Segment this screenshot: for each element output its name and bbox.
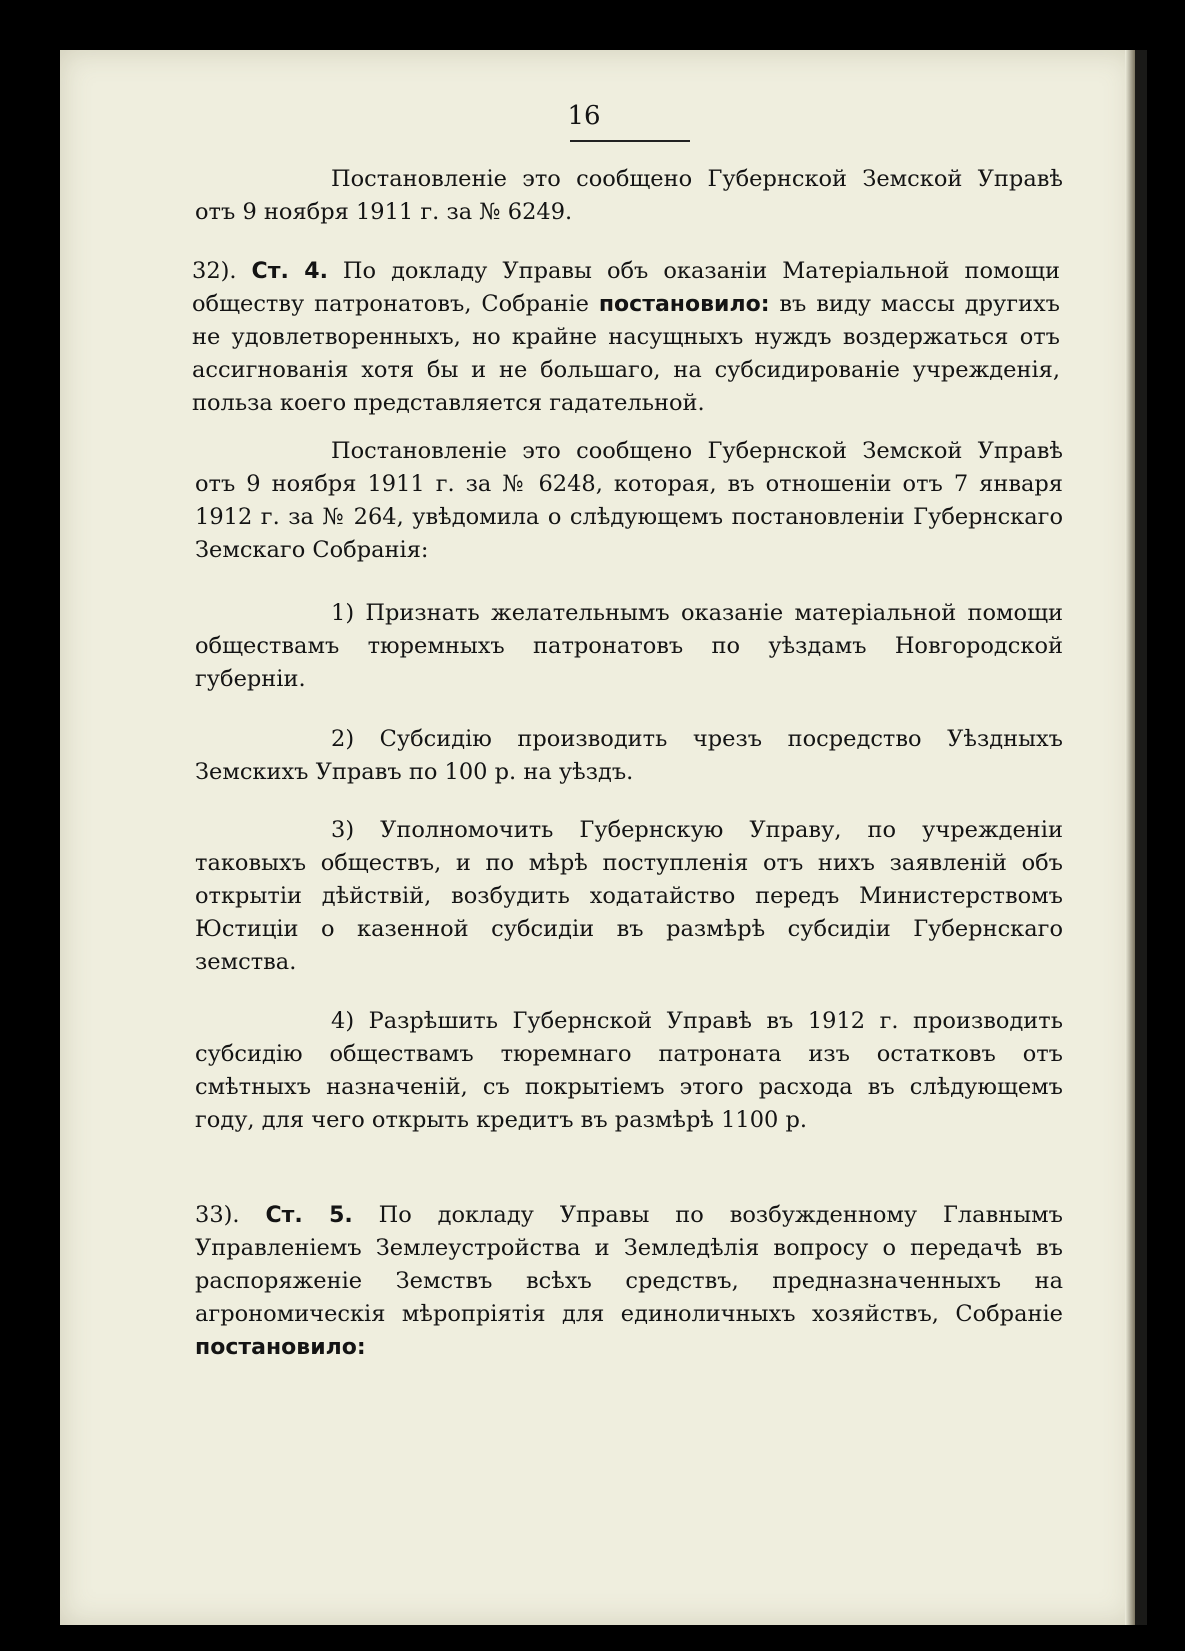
page-number: 16 xyxy=(567,101,601,131)
list-item-3: 3) Уполномочить Губернскую Управу, по учрежденіи таковыхъ обществъ, и по мѣрѣ поступленія отъ нихъ заявленій объ открытіи дѣйствій, возбудить ходатайство передъ Министерствомъ Юстиціи о казенной субсидіи въ размѣрѣ субсидіи Губернскаго земства. xyxy=(195,817,1063,975)
paragraph-article-5: 33). Ст. 5. По докладу Управы по возбужденному Главнымъ Управленіемъ Землеустройства и Земледѣлія вопросу о передачѣ въ распоряженіе Земствъ всѣхъ средствъ, предназначенныхъ на агрономическія мѣропріятія для единоличныхъ хозяйствъ, Собраніе постановило: xyxy=(195,1202,1063,1360)
paragraph-resolution-6248: Постановленіе это сообщено Губернской Земской Управѣ отъ 9 ноября 1911 г. за № 6248, которая, въ отношеніи отъ 7 января 1912 г. за № 264, увѣдомила о слѣдующемъ постановленіи Губернскаго Земскаго Собранія: xyxy=(195,438,1063,563)
paragraph-article-4: 32). Ст. 4. По докладу Управы объ оказаніи Матеріальной помощи обществу патронатовъ, Собраніе постановило: въ виду массы другихъ не удовлетворенныхъ, но крайне насущныхъ нуждъ воздержаться отъ ассигнованія хотя бы и не большаго, на субсидированіе учрежденія, польза коего представляется гадательной. xyxy=(192,258,1061,416)
paragraph-resolution-6249: Постановленіе это сообщено Губернской Земской Управѣ отъ 9 ноября 1911 г. за № 6249. xyxy=(195,166,1063,225)
resolved-label: постановило: xyxy=(598,292,770,317)
list-item-1: 1) Признать желательнымъ оказаніе матеріальной помощи обществамъ тюремныхъ патронатовъ по уѣздамъ Новгородской губерніи. xyxy=(195,600,1063,692)
header-rule xyxy=(570,140,690,142)
item-number: 33). xyxy=(195,1202,266,1228)
item-number: 32). xyxy=(192,258,252,284)
next-page-edge xyxy=(1135,50,1147,1625)
list-item-4: 4) Разрѣшить Губернской Управѣ въ 1912 г. производить субсидію обществамъ тюремнаго патроната изъ остатковъ отъ смѣтныхъ назначеній, съ покрытіемъ этого расхода въ слѣдующемъ году, для чего открыть кредитъ въ размѣрѣ 1100 р. xyxy=(195,1008,1063,1133)
article-label: Ст. 4. xyxy=(251,259,328,284)
list-item-2: 2) Субсидію производить чрезъ посредство Уѣздныхъ Земскихъ Управъ по 100 р. на уѣздъ. xyxy=(195,726,1063,785)
page-gutter-shadow xyxy=(1125,50,1135,1625)
article-label: Ст. 5. xyxy=(265,1203,353,1228)
resolved-label: постановило: xyxy=(195,1335,366,1360)
